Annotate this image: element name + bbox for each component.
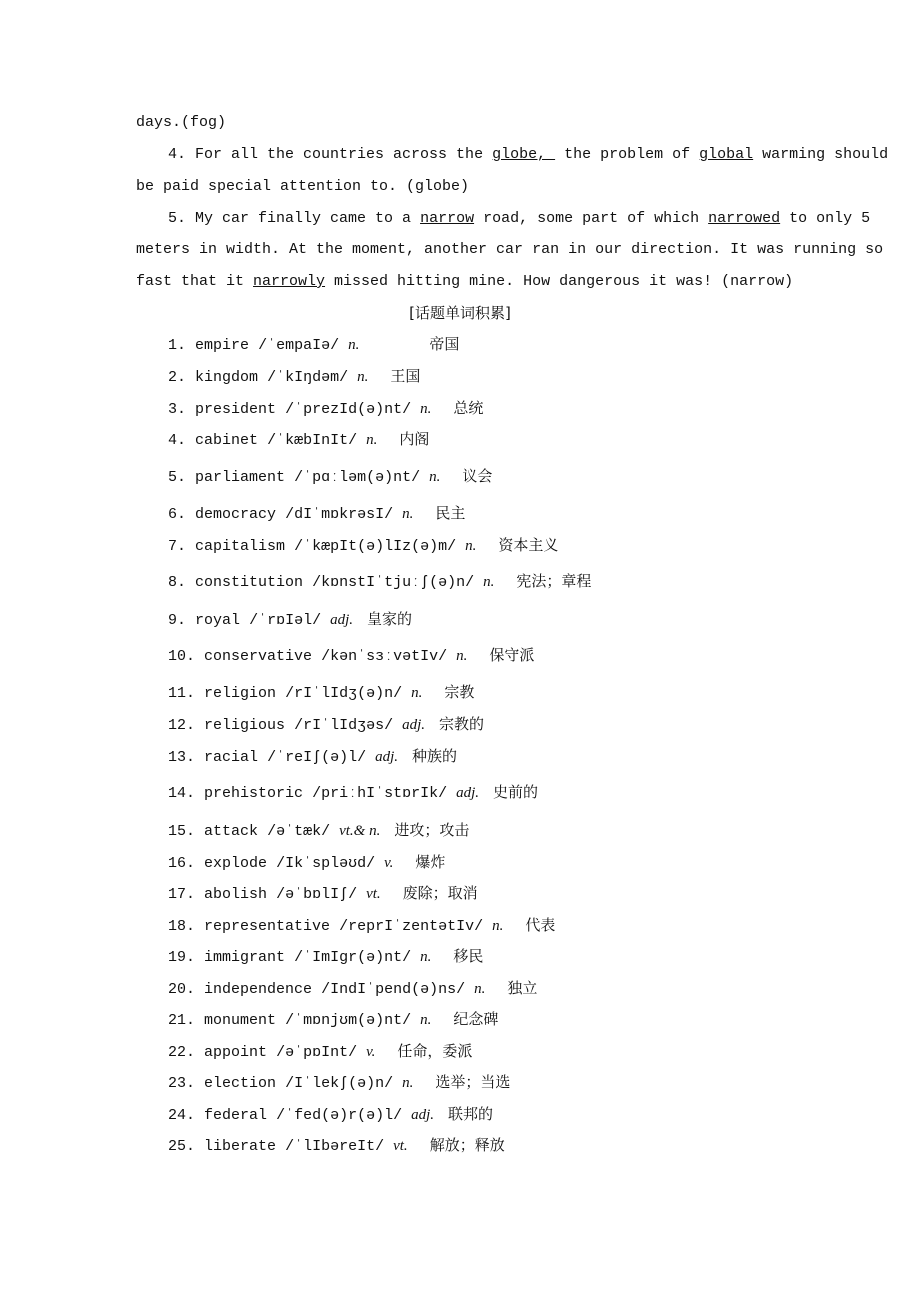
paragraph-4-line-2: be paid special attention to. (globe) <box>136 178 470 195</box>
vocab-word: election <box>204 1075 277 1092</box>
vocab-ipa: /ˈkæpIt(ə)lIz(ə)m/ <box>294 538 457 555</box>
vocab-chinese-meaning: 皇家的 <box>367 610 413 628</box>
vocab-ipa: /Iˈlekʃ(ə)n/ <box>285 1075 394 1092</box>
vocab-number: 20. <box>168 981 196 998</box>
vocab-chinese-meaning: 纪念碑 <box>453 1010 499 1028</box>
vocab-chinese-meaning: 种族的 <box>412 747 458 765</box>
vocab-ipa: /əˈtæk/ <box>267 823 331 840</box>
vocab-ipa: /ˈprezId(ə)nt/ <box>285 401 412 418</box>
vocab-item <box>168 535 558 557</box>
vocab-item <box>168 883 478 905</box>
vocab-chinese-meaning: 废除；取消 <box>402 884 478 902</box>
vocab-ipa: /priːhIˈstɒrIk/ <box>312 785 448 802</box>
vocab-ipa: /əˈpɒInt/ <box>276 1044 358 1061</box>
vocab-number: 13. <box>168 749 196 766</box>
vocab-word: appoint <box>204 1044 268 1061</box>
underlined-answer: globe, <box>492 146 556 163</box>
vocab-item <box>168 398 483 420</box>
item-number: 4. <box>168 146 187 163</box>
vocab-item <box>168 1009 498 1031</box>
underlined-answer: narrowed <box>708 210 781 227</box>
vocab-number: 3. <box>168 401 187 418</box>
vocab-word: parliament <box>195 469 286 486</box>
vocab-ipa: /ˈempaIə/ <box>258 337 340 354</box>
paragraph-5-line-1 <box>168 209 870 229</box>
vocab-part-of-speech: vt. <box>393 1138 408 1154</box>
paragraph-5-line-2: meters in width. At the moment, another car ran in our direction. It was running so <box>136 241 884 258</box>
vocab-word: monument <box>204 1012 277 1029</box>
vocab-word: representative <box>204 918 331 935</box>
vocab-item <box>168 366 420 388</box>
vocab-item <box>168 503 465 525</box>
vocab-ipa: /ˈmɒnjʊm(ə)nt/ <box>285 1012 412 1029</box>
vocab-item <box>168 682 474 704</box>
vocab-part-of-speech: n. <box>348 337 360 353</box>
vocab-chinese-meaning: 宗教的 <box>439 715 485 733</box>
vocab-word: independence <box>204 981 313 998</box>
vocab-word: kingdom <box>195 369 259 386</box>
vocab-chinese-meaning: 代表 <box>525 916 556 934</box>
vocab-chinese-meaning: 史前的 <box>493 783 539 801</box>
vocab-number: 25. <box>168 1138 196 1155</box>
vocab-ipa: /kənˈsɜːvətIv/ <box>321 648 448 665</box>
vocab-ipa: /əˈbɒlIʃ/ <box>276 886 358 903</box>
vocab-item <box>168 1041 472 1063</box>
vocab-item <box>168 645 534 667</box>
vocab-word: capitalism <box>195 538 286 555</box>
vocab-ipa: /ˈkæbInIt/ <box>267 432 358 449</box>
vocab-number: 1. <box>168 337 187 354</box>
text-span: road, some part of which <box>474 210 709 227</box>
vocab-ipa: /reprIˈzentətIv/ <box>339 918 484 935</box>
text-span: to only 5 <box>780 210 871 227</box>
vocab-word: immigrant <box>204 949 286 966</box>
text-span: fast that it <box>136 273 254 290</box>
vocab-word: constitution <box>195 574 304 591</box>
vocab-ipa: /ˈreIʃ(ə)l/ <box>267 749 367 766</box>
vocab-chinese-meaning: 选举；当选 <box>435 1073 511 1091</box>
vocab-word: religion <box>204 685 277 702</box>
vocab-part-of-speech: vt. <box>366 886 381 902</box>
vocab-part-of-speech: n. <box>456 648 468 664</box>
paragraph-5-line-3 <box>136 272 793 292</box>
vocab-part-of-speech: n. <box>366 432 378 448</box>
vocab-part-of-speech: adj. <box>330 612 354 628</box>
vocab-part-of-speech: n. <box>357 369 369 385</box>
vocab-part-of-speech: v. <box>384 855 394 871</box>
vocab-number: 8. <box>168 574 187 591</box>
vocab-ipa: /ˈlIbəreIt/ <box>285 1138 385 1155</box>
vocab-part-of-speech: adj. <box>456 785 480 801</box>
vocab-part-of-speech: adj. <box>411 1107 435 1123</box>
vocab-ipa: /dIˈmɒkrəsI/ <box>285 506 394 523</box>
vocab-chinese-meaning: 保守派 <box>489 646 535 664</box>
vocab-ipa: /ˈkIŋdəm/ <box>267 369 349 386</box>
vocab-chinese-meaning: 爆炸 <box>415 853 446 871</box>
vocab-item <box>168 746 457 768</box>
text-span: warming should <box>753 146 889 163</box>
vocab-chinese-meaning: 宪法；章程 <box>516 572 592 590</box>
vocab-number: 11. <box>168 685 196 702</box>
item-number: 5. <box>168 210 187 227</box>
vocab-word: federal <box>204 1107 268 1124</box>
vocab-chinese-meaning: 帝国 <box>429 335 460 353</box>
vocab-chinese-meaning: 资本主义 <box>498 536 559 554</box>
vocab-part-of-speech: n. <box>402 1075 414 1091</box>
text-span: the problem of <box>555 146 700 163</box>
vocab-number: 14. <box>168 785 196 802</box>
vocab-number: 12. <box>168 717 196 734</box>
vocab-part-of-speech: n. <box>420 401 432 417</box>
vocab-number: 2. <box>168 369 187 386</box>
vocab-number: 7. <box>168 538 187 555</box>
vocab-word: president <box>195 401 277 418</box>
vocab-item <box>168 915 555 937</box>
text-span: My car finally came to a <box>186 210 421 227</box>
vocab-chinese-meaning: 总统 <box>453 399 484 417</box>
vocab-item <box>168 429 429 451</box>
vocab-ipa: /Ikˈspləʊd/ <box>276 855 376 872</box>
vocab-number: 19. <box>168 949 196 966</box>
vocab-word: conservative <box>204 648 313 665</box>
vocab-number: 18. <box>168 918 196 935</box>
vocab-part-of-speech: v. <box>366 1044 376 1060</box>
vocab-part-of-speech: n. <box>429 469 441 485</box>
vocab-item <box>168 334 459 356</box>
vocab-chinese-meaning: 进攻；攻击 <box>394 821 470 839</box>
vocab-number: 24. <box>168 1107 196 1124</box>
vocab-item <box>168 1072 510 1094</box>
vocab-word: democracy <box>195 506 277 523</box>
vocab-word: liberate <box>204 1138 277 1155</box>
vocab-chinese-meaning: 议会 <box>462 467 493 485</box>
vocab-item <box>168 852 445 874</box>
vocab-part-of-speech: adj. <box>402 717 426 733</box>
underlined-answer: global <box>699 146 754 163</box>
vocab-part-of-speech: vt.& n. <box>339 823 381 839</box>
vocab-word: royal <box>195 612 241 629</box>
paragraph-3-tail: days.(fog) <box>136 114 227 131</box>
vocab-item <box>168 1135 505 1157</box>
vocab-number: 16. <box>168 855 196 872</box>
vocab-ipa: /kɒnstIˈtjuːʃ(ə)n/ <box>312 574 475 591</box>
vocab-part-of-speech: n. <box>411 685 423 701</box>
section-heading: [话题单词积累] <box>409 304 511 322</box>
vocab-part-of-speech: n. <box>465 538 477 554</box>
vocab-chinese-meaning: 联邦的 <box>448 1105 494 1123</box>
vocab-ipa: /ˈfed(ə)r(ə)l/ <box>276 1107 403 1124</box>
vocab-word: abolish <box>204 886 268 903</box>
underlined-answer: narrowly <box>253 273 326 290</box>
vocab-item <box>168 978 537 1000</box>
vocab-number: 10. <box>168 648 196 665</box>
vocab-part-of-speech: n. <box>420 949 432 965</box>
vocab-part-of-speech: n. <box>483 574 495 590</box>
vocab-number: 4. <box>168 432 187 449</box>
paragraph-4-line-1 <box>168 145 888 165</box>
vocab-ipa: /rIˈlIdʒəs/ <box>294 717 394 734</box>
vocab-word: attack <box>204 823 259 840</box>
vocab-number: 21. <box>168 1012 196 1029</box>
vocab-item <box>168 1104 493 1126</box>
vocab-part-of-speech: adj. <box>375 749 399 765</box>
vocab-ipa: /rIˈlIdʒ(ə)n/ <box>285 685 403 702</box>
vocab-part-of-speech: n. <box>474 981 486 997</box>
vocab-chinese-meaning: 移民 <box>453 947 484 965</box>
vocab-chinese-meaning: 民主 <box>435 504 466 522</box>
vocab-number: 22. <box>168 1044 196 1061</box>
vocab-item <box>168 571 591 593</box>
vocab-item <box>168 714 484 736</box>
vocab-item <box>168 782 538 804</box>
vocab-ipa: /IndIˈpend(ə)ns/ <box>321 981 466 998</box>
vocab-number: 23. <box>168 1075 196 1092</box>
vocab-chinese-meaning: 解放；释放 <box>429 1136 505 1154</box>
text-span: For all the countries across the <box>186 146 493 163</box>
vocab-item <box>168 466 492 488</box>
vocab-item <box>168 946 483 968</box>
vocab-number: 6. <box>168 506 187 523</box>
vocab-part-of-speech: n. <box>420 1012 432 1028</box>
vocab-chinese-meaning: 任命，委派 <box>397 1042 473 1060</box>
vocab-word: prehistoric <box>204 785 304 802</box>
vocab-word: religious <box>204 717 286 734</box>
vocab-number: 5. <box>168 469 187 486</box>
vocab-word: explode <box>204 855 268 872</box>
vocab-word: empire <box>195 337 250 354</box>
vocab-word: cabinet <box>195 432 259 449</box>
vocab-ipa: /ˈImIgr(ə)nt/ <box>294 949 412 966</box>
vocab-ipa: /ˈrɒIəl/ <box>249 612 322 629</box>
vocab-number: 9. <box>168 612 187 629</box>
vocab-word: racial <box>204 749 259 766</box>
vocab-ipa: /ˈpɑːləm(ə)nt/ <box>294 469 421 486</box>
vocab-chinese-meaning: 宗教 <box>444 683 475 701</box>
vocab-chinese-meaning: 王国 <box>390 367 421 385</box>
vocab-item <box>168 609 412 631</box>
vocab-chinese-meaning: 内阁 <box>399 430 430 448</box>
vocab-part-of-speech: n. <box>402 506 414 522</box>
vocab-number: 17. <box>168 886 196 903</box>
vocab-number: 15. <box>168 823 196 840</box>
text-span: missed hitting mine. How dangerous it was! (narrow) <box>325 273 794 290</box>
vocab-chinese-meaning: 独立 <box>507 979 538 997</box>
vocab-item <box>168 820 469 842</box>
vocab-part-of-speech: n. <box>492 918 504 934</box>
underlined-answer: narrow <box>420 210 475 227</box>
